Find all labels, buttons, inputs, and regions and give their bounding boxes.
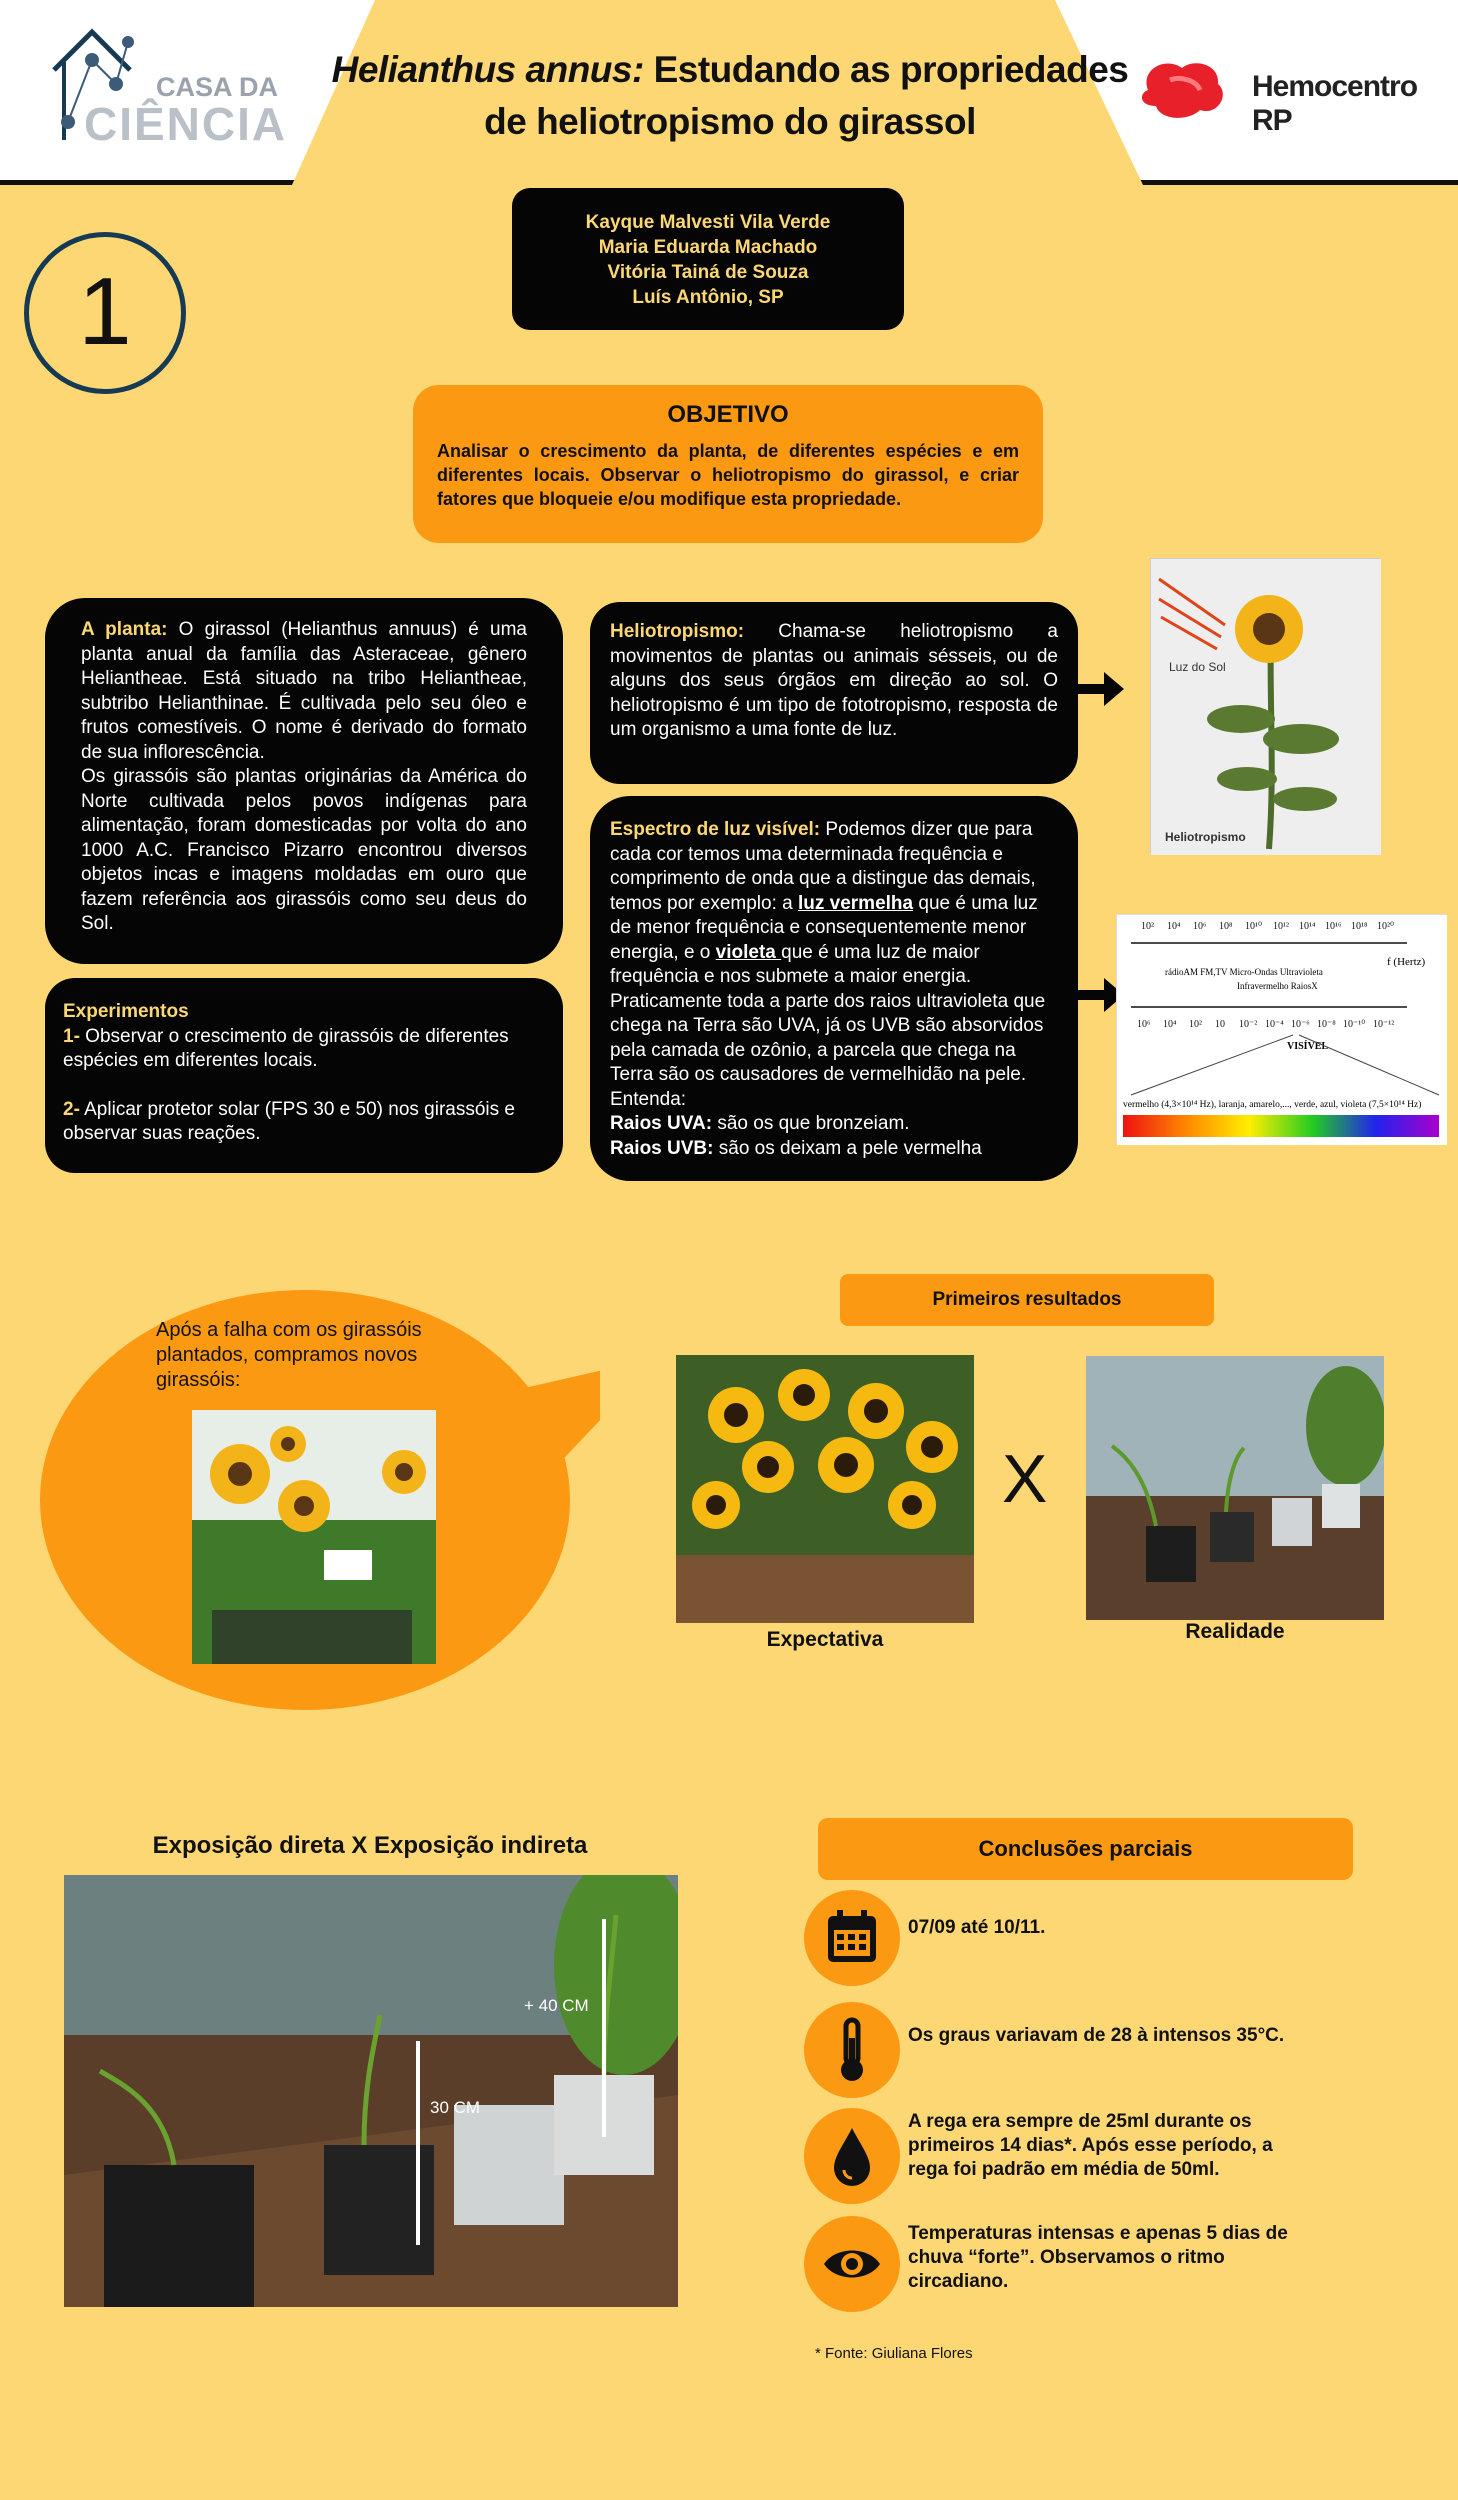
svg-text:10⁻⁸: 10⁻⁸ — [1317, 1019, 1336, 1030]
conclusion-temperature: Os graus variavam de 28 à intensos 35°C. — [908, 2025, 1285, 2046]
heliotropism-label: Heliotropismo: — [610, 621, 745, 642]
svg-text:Luz do Sol: Luz do Sol — [1169, 660, 1226, 674]
svg-text:10²⁰: 10²⁰ — [1377, 921, 1395, 932]
svg-text:CASA DA: CASA DA — [156, 72, 279, 102]
source-note: * Fonte: Giuliana Flores — [815, 2345, 973, 2362]
thermometer-icon — [804, 2002, 900, 2098]
spectrum-text-3: que é uma luz de maior frequência e nos submete a maior energia. Praticamente toda a parte dos raios ultravioleta que chega na Terra são UVA, já os UVB são absorvidos pela camada de ozônio, a parcela que chega na Terra são os causadores de vermelhidão na pele. Entenda: — [610, 941, 1046, 1110]
spectrum-text-1: Podemos dizer que para cada cor temos uma determinada frequência e comprimento de onda que a distingue das demais, temos por exemplo: a — [610, 819, 1036, 914]
title-species: Helianthus annus: — [331, 49, 644, 90]
exposure-comparison-photo — [64, 1875, 678, 2307]
uva-text: são os que bronzeiam. — [712, 1113, 910, 1134]
conclusion-dates: 07/09 até 10/11. — [908, 1917, 1046, 1938]
svg-text:VISÍVEL: VISÍVEL — [1287, 1041, 1329, 1052]
hemocentro-wordmark: Hemocentro RP — [1252, 70, 1418, 137]
first-results-heading: Primeiros resultados — [840, 1274, 1214, 1326]
objective-text: Analisar o crescimento da planta, de diferentes espécies e em diferentes locais. Observar o heliotropismo do girassol, e criar fatores que bloqueie e/ou modifique esta propriedade. — [437, 441, 1019, 509]
conclusion-watering: A rega era sempre de 25ml durante os primeiros 14 dias*. Após esse período, a rega foi padrão em média de 50ml. — [908, 2111, 1273, 2180]
svg-text:10: 10 — [1215, 1019, 1225, 1030]
spectrum-box — [590, 796, 1078, 1181]
svg-text:10²: 10² — [1189, 1019, 1202, 1030]
svg-text:10¹²: 10¹² — [1273, 921, 1289, 932]
expectation-photo — [676, 1355, 974, 1623]
svg-text:10¹⁶: 10¹⁶ — [1325, 921, 1342, 932]
eye-icon — [804, 2216, 900, 2312]
experiments-heading: Experimentos — [63, 1001, 189, 1022]
svg-text:10⁶: 10⁶ — [1193, 921, 1207, 932]
svg-text:10²: 10² — [1141, 921, 1154, 932]
svg-text:CIÊNCIA: CIÊNCIA — [84, 98, 286, 150]
poster-number: 1 — [24, 232, 186, 394]
uva-label: Raios UVA: — [610, 1113, 713, 1134]
svg-text:vermelho (4,3×10¹⁴ Hz), laranj: vermelho (4,3×10¹⁴ Hz), laranja, amarelo,..., verde, azul, violeta (7,5×10¹⁴ Hz) — [1123, 1100, 1422, 1110]
conclusions-heading: Conclusões parciais — [818, 1818, 1353, 1880]
svg-text:10¹⁴: 10¹⁴ — [1299, 921, 1316, 932]
spectrum-text-2: que é uma luz de menor frequência e consequentemente menor energia, e o — [610, 892, 1038, 963]
svg-text:10⁻¹⁰: 10⁻¹⁰ — [1343, 1019, 1366, 1030]
plant-label: A planta: — [81, 619, 168, 640]
svg-text:10⁶: 10⁶ — [1137, 1019, 1151, 1030]
experiment-2-text: Aplicar protetor solar (FPS 30 e 50) nos girassóis e observar suas reações. — [63, 1098, 515, 1144]
svg-text:10⁴: 10⁴ — [1167, 921, 1181, 932]
svg-text:10⁻²: 10⁻² — [1239, 1019, 1258, 1030]
calendar-icon — [804, 1890, 900, 1986]
svg-text:10¹⁸: 10¹⁸ — [1351, 921, 1368, 932]
experiment-2-number: 2- — [63, 1098, 80, 1120]
red-light-term: luz vermelha — [797, 892, 914, 914]
svg-text:Heliotropismo: Heliotropismo — [1165, 830, 1246, 844]
expectation-caption: Expectativa — [766, 1628, 884, 1651]
plant-text-1: O girassol (Helianthus annuus) é uma planta anual da família das Asteraceae, gênero Heliantheae. Está situado na tribo Heliantheae, subtribo Helianthinae. É cultivada pelo seu óleo e frutos comestíveis. O nome é derivado do formato de sua inflorescência. — [81, 619, 528, 763]
svg-text:10⁻⁶: 10⁻⁶ — [1291, 1019, 1310, 1030]
arrow-right-icon — [1078, 672, 1124, 706]
svg-text:Infravermelho RaiosX: Infravermelho RaiosX — [1237, 981, 1318, 991]
plant-description-box — [45, 598, 563, 964]
bought-sunflowers-photo — [192, 1410, 436, 1664]
svg-text:10⁴: 10⁴ — [1163, 1019, 1177, 1030]
objective-box — [413, 385, 1043, 543]
electromagnetic-spectrum-image — [1116, 914, 1446, 1144]
hemocentro-mark-icon — [1130, 50, 1240, 130]
svg-text:rádioAM FM,TV Micro-Ondas U: rádioAM FM,TV Micro-Ondas Ultravioleta — [1165, 967, 1323, 977]
heliotropism-text: Chama-se heliotropismo a movimentos de plantas ou animais sésseis, ou de alguns dos seus órgãos em direção ao sol. O heliotropismo é um tipo de fototropismo, resposta de um organismo a uma fonte de luz. — [610, 621, 1058, 740]
casa-da-ciencia-logo — [46, 22, 286, 152]
title-part2: de heliotropismo do girassol — [484, 101, 976, 142]
svg-text:30 CM: 30 CM — [430, 2098, 481, 2117]
exposure-title: Exposição direta X Exposição indireta — [152, 1832, 588, 1859]
bubble-text: Após a falha com os girassóis plantados, compramos novos girassóis: — [156, 1319, 422, 1391]
reality-photo — [1086, 1356, 1384, 1620]
experiments-box — [45, 978, 563, 1173]
objective-heading: OBJETIVO — [667, 401, 789, 428]
reality-caption: Realidade — [1185, 1620, 1285, 1643]
conclusion-weather: Temperaturas intensas e apenas 5 dias de chuva “forte”. Observamos o ritmo circadiano. — [908, 2223, 1288, 2292]
svg-text:10⁸: 10⁸ — [1219, 921, 1233, 932]
spectrum-label: Espectro de luz visível: — [610, 819, 821, 840]
water-drop-icon — [804, 2108, 900, 2204]
plant-text-2: Os girassóis são plantas originárias da América do Norte cultivada pelos povos indígenas para alimentação, foram domesticadas por volta do ano 1000 A.C. Francisco Pizarro encontrou diversos objetos incas e imagens moldadas em ouro que fazem referência aos girassóis como seu deus do Sol. — [81, 766, 527, 934]
authors-box — [512, 188, 904, 330]
page-title — [320, 44, 1140, 148]
violet-light-term: violeta — [715, 941, 782, 963]
author-location: Luís Antônio, SP — [632, 287, 784, 308]
sunflower-heliotropism-image — [1150, 558, 1380, 854]
versus-mark: X — [1002, 1441, 1048, 1517]
uvb-label: Raios UVB: — [610, 1137, 714, 1159]
author-name: Maria Eduarda Machado — [598, 237, 818, 258]
experiment-1-number: 1- — [63, 1025, 80, 1047]
hemocentro-logo — [1130, 50, 1450, 137]
heliotropism-box — [590, 602, 1078, 784]
svg-text:f (Hertz): f (Hertz) — [1387, 956, 1426, 968]
author-name: Vitória Tainá de Souza — [607, 262, 809, 283]
uvb-text: são os deixam a pele vermelha — [713, 1137, 982, 1159]
svg-text:10⁻¹²: 10⁻¹² — [1373, 1019, 1395, 1030]
svg-text:+ 40 CM: + 40 CM — [524, 1996, 589, 2015]
author-name: Kayque Malvesti Vila Verde — [585, 212, 831, 233]
title-part1: Estudando as propriedades — [643, 49, 1129, 90]
svg-text:10⁻⁴: 10⁻⁴ — [1265, 1019, 1284, 1030]
experiment-1-text: Observar o crescimento de girassóis de diferentes espécies em diferentes locais. — [63, 1025, 509, 1071]
svg-text:10¹⁰: 10¹⁰ — [1245, 921, 1263, 932]
